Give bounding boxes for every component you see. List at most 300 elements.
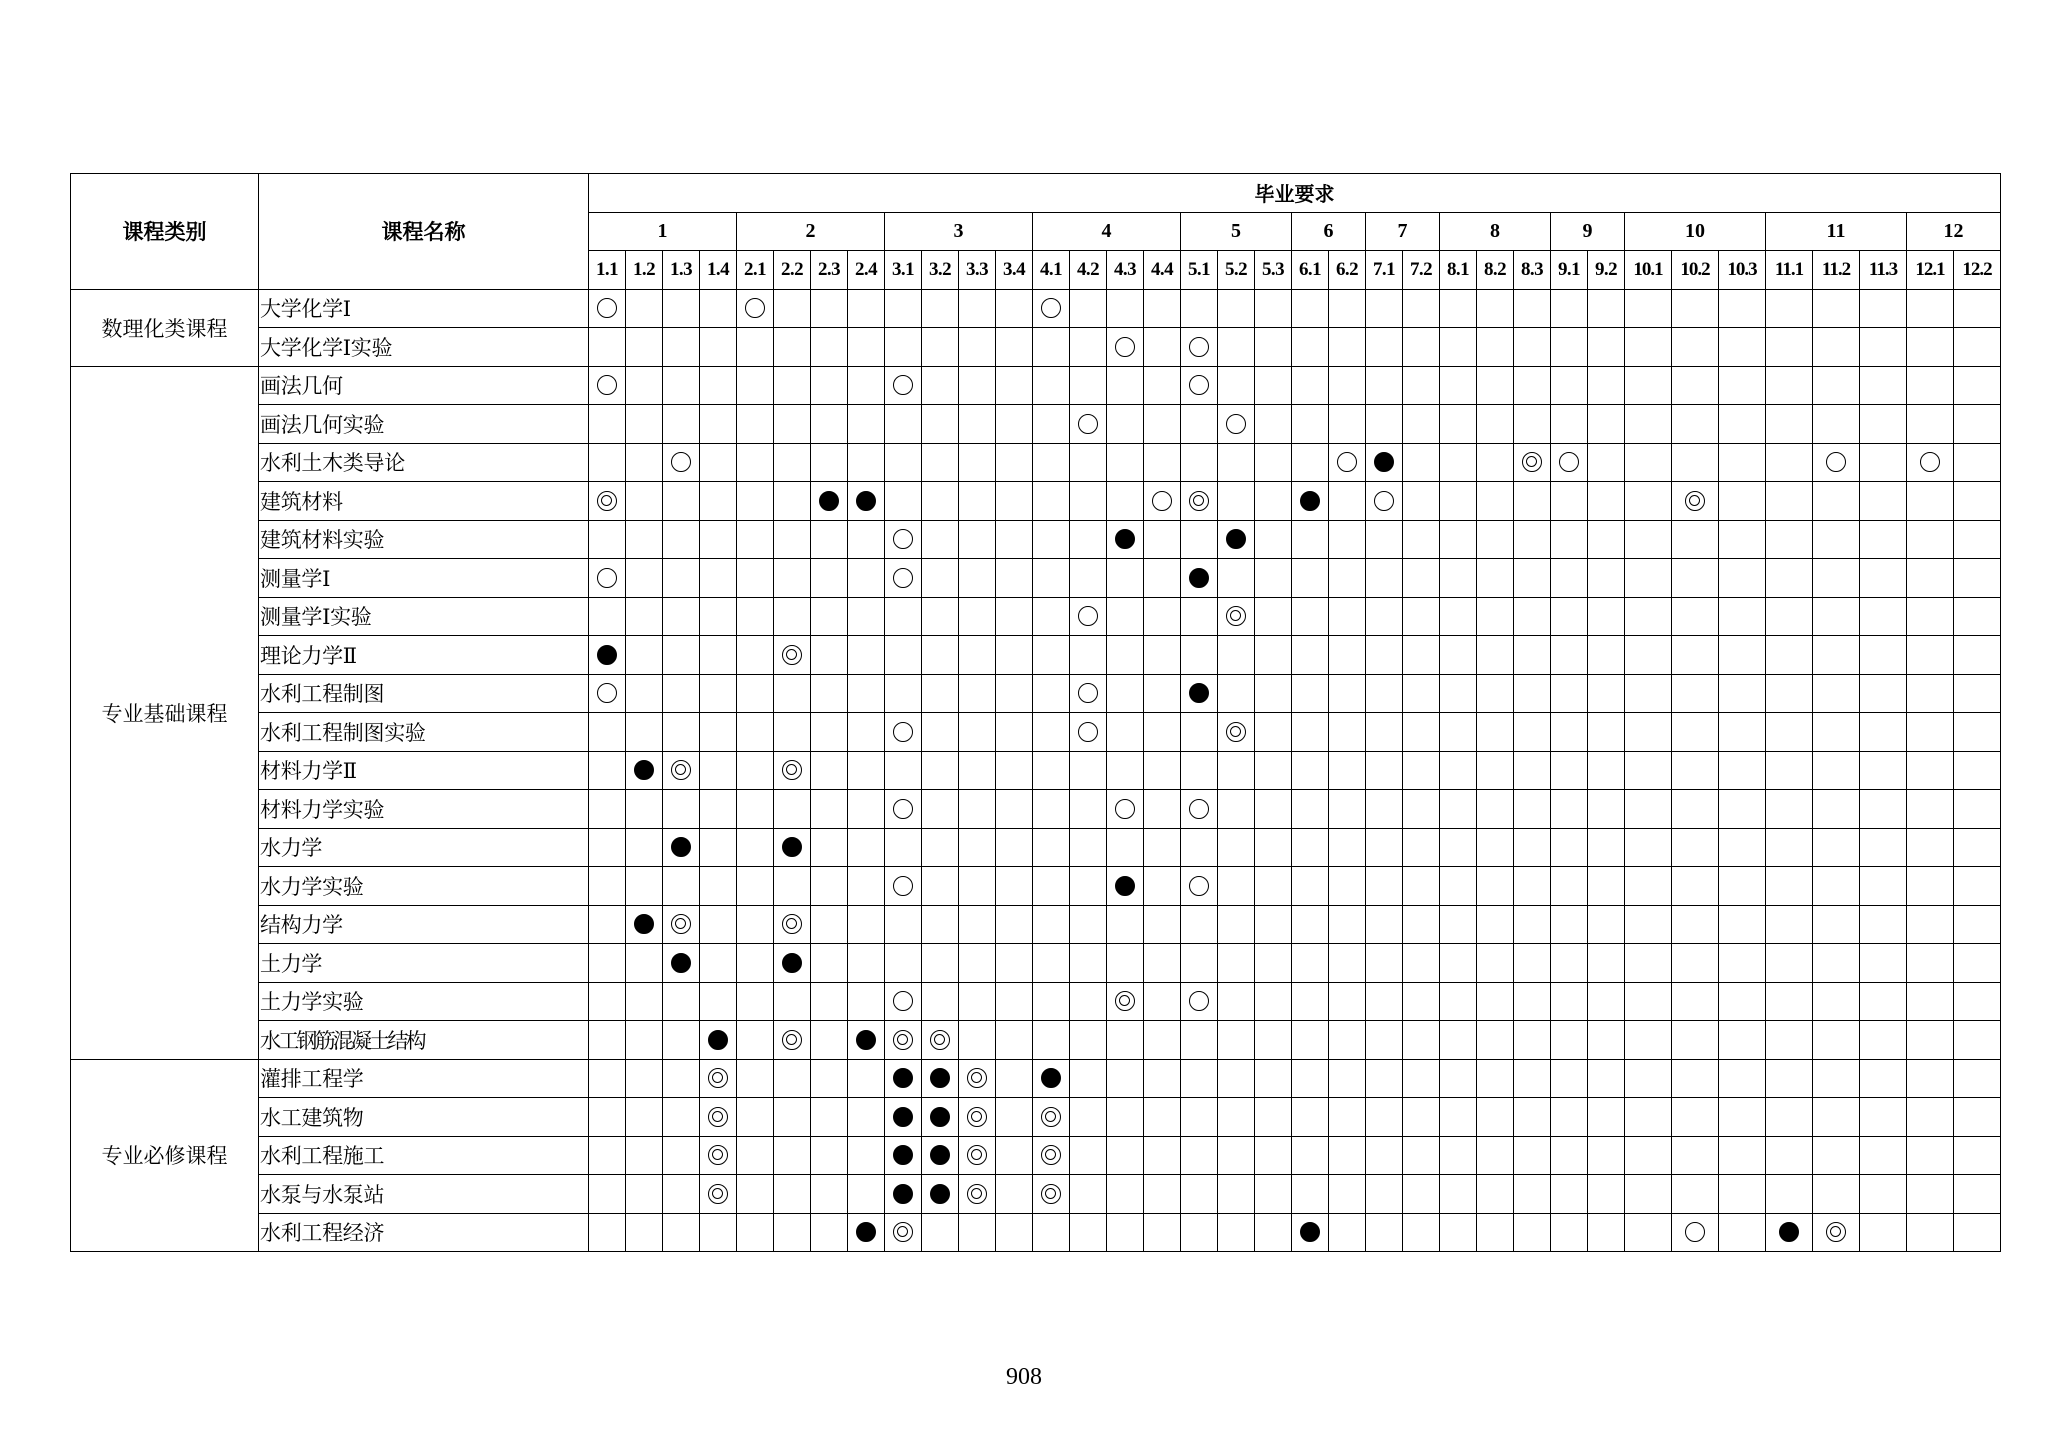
matrix-cell <box>774 982 811 1021</box>
matrix-cell <box>1181 944 1218 983</box>
matrix-cell <box>885 867 922 906</box>
matrix-cell <box>1514 1175 1551 1214</box>
matrix-cell <box>1144 1098 1181 1137</box>
matrix-cell <box>1292 443 1329 482</box>
matrix-cell <box>1813 482 1860 521</box>
matrix-cell <box>737 674 774 713</box>
filled-circle-icon <box>893 1184 913 1204</box>
course-category: 数理化类课程 <box>71 289 259 366</box>
matrix-cell <box>1144 1059 1181 1098</box>
matrix-cell <box>1403 1136 1440 1175</box>
matrix-cell <box>1551 289 1588 328</box>
matrix-cell <box>922 405 959 444</box>
matrix-cell <box>663 867 700 906</box>
matrix-cell <box>848 1098 885 1137</box>
matrix-cell <box>737 482 774 521</box>
matrix-cell <box>959 1213 996 1252</box>
matrix-cell <box>1514 674 1551 713</box>
matrix-cell <box>1813 944 1860 983</box>
matrix-cell <box>1766 982 1813 1021</box>
matrix-cell <box>1107 366 1144 405</box>
matrix-cell <box>1477 597 1514 636</box>
matrix-cell <box>1954 751 2001 790</box>
matrix-cell <box>1719 828 1766 867</box>
matrix-cell <box>1907 944 1954 983</box>
matrix-cell <box>1144 905 1181 944</box>
matrix-cell <box>1813 559 1860 598</box>
matrix-cell <box>848 713 885 752</box>
matrix-cell <box>1954 944 2001 983</box>
matrix-cell <box>1292 1213 1329 1252</box>
matrix-cell <box>1813 1059 1860 1098</box>
table-row <box>71 751 2001 790</box>
matrix-cell <box>1440 905 1477 944</box>
table-row <box>71 328 2001 367</box>
table-row <box>71 482 2001 521</box>
matrix-cell <box>1766 1059 1813 1098</box>
open-circle-icon <box>893 799 913 819</box>
matrix-cell <box>700 482 737 521</box>
indicator-1-2: 1.2 <box>626 251 663 290</box>
matrix-cell <box>737 905 774 944</box>
matrix-cell <box>959 1175 996 1214</box>
matrix-cell <box>1218 905 1255 944</box>
matrix-cell <box>1329 713 1366 752</box>
matrix-cell <box>663 1021 700 1060</box>
filled-circle-icon <box>597 645 617 665</box>
matrix-cell <box>811 482 848 521</box>
matrix-cell <box>885 790 922 829</box>
matrix-cell <box>1477 713 1514 752</box>
matrix-cell <box>1440 1059 1477 1098</box>
matrix-cell <box>1218 1059 1255 1098</box>
matrix-cell <box>1107 790 1144 829</box>
matrix-cell <box>1625 328 1672 367</box>
matrix-cell <box>1255 713 1292 752</box>
course-name: 灌排工程学 <box>259 1059 589 1098</box>
matrix-cell <box>1813 636 1860 675</box>
matrix-cell <box>1033 1136 1070 1175</box>
matrix-cell <box>663 1136 700 1175</box>
matrix-cell <box>589 1175 626 1214</box>
double-circle-icon <box>1522 452 1542 472</box>
matrix-cell <box>996 443 1033 482</box>
matrix-cell <box>1181 751 1218 790</box>
matrix-cell <box>700 905 737 944</box>
matrix-cell <box>1107 405 1144 444</box>
matrix-cell <box>848 982 885 1021</box>
filled-circle-icon <box>634 914 654 934</box>
matrix-cell <box>1477 443 1514 482</box>
matrix-cell <box>922 559 959 598</box>
course-name: 画法几何 <box>259 366 589 405</box>
matrix-cell <box>1292 1175 1329 1214</box>
matrix-cell <box>811 982 848 1021</box>
matrix-cell <box>1292 559 1329 598</box>
matrix-cell <box>700 520 737 559</box>
matrix-cell <box>1719 328 1766 367</box>
matrix-cell <box>1070 559 1107 598</box>
matrix-cell <box>774 328 811 367</box>
matrix-cell <box>1477 790 1514 829</box>
matrix-cell <box>1218 1175 1255 1214</box>
matrix-cell <box>1766 1098 1813 1137</box>
matrix-cell <box>811 828 848 867</box>
matrix-cell <box>774 867 811 906</box>
matrix-cell <box>589 713 626 752</box>
matrix-cell <box>1403 482 1440 521</box>
matrix-cell <box>959 674 996 713</box>
matrix-cell <box>1813 713 1860 752</box>
matrix-cell <box>1033 1098 1070 1137</box>
matrix-cell <box>1181 443 1218 482</box>
matrix-cell <box>589 636 626 675</box>
course-name: 土力学实验 <box>259 982 589 1021</box>
matrix-cell <box>1181 405 1218 444</box>
matrix-cell <box>1107 982 1144 1021</box>
matrix-cell <box>1860 366 1907 405</box>
matrix-cell <box>922 944 959 983</box>
matrix-cell <box>1954 713 2001 752</box>
matrix-cell <box>663 366 700 405</box>
open-circle-icon <box>1115 337 1135 357</box>
matrix-cell <box>1477 366 1514 405</box>
matrix-cell <box>1477 751 1514 790</box>
matrix-cell <box>1907 520 1954 559</box>
double-circle-icon <box>597 491 617 511</box>
matrix-cell <box>1181 790 1218 829</box>
matrix-cell <box>1477 1136 1514 1175</box>
matrix-cell <box>1329 905 1366 944</box>
matrix-cell <box>1218 443 1255 482</box>
indicator-8-3: 8.3 <box>1514 251 1551 290</box>
matrix-cell <box>1366 405 1403 444</box>
matrix-cell <box>1070 674 1107 713</box>
matrix-cell <box>1218 597 1255 636</box>
matrix-cell <box>700 597 737 636</box>
matrix-cell <box>1329 636 1366 675</box>
matrix-cell <box>626 405 663 444</box>
matrix-cell <box>1218 867 1255 906</box>
matrix-cell <box>922 828 959 867</box>
matrix-cell <box>1860 1059 1907 1098</box>
page-number: 908 <box>1006 1364 1042 1390</box>
matrix-cell <box>1477 1175 1514 1214</box>
matrix-cell <box>626 867 663 906</box>
matrix-cell <box>1766 751 1813 790</box>
matrix-cell <box>626 289 663 328</box>
filled-circle-icon <box>708 1030 728 1050</box>
matrix-cell <box>774 905 811 944</box>
matrix-cell <box>774 1098 811 1137</box>
matrix-cell <box>1033 828 1070 867</box>
matrix-cell <box>885 674 922 713</box>
double-circle-icon <box>930 1030 950 1050</box>
matrix-cell <box>737 289 774 328</box>
matrix-cell <box>1329 520 1366 559</box>
matrix-cell <box>1625 867 1672 906</box>
matrix-cell <box>1181 636 1218 675</box>
matrix-cell <box>1588 905 1625 944</box>
matrix-cell <box>1672 905 1719 944</box>
matrix-cell <box>1860 482 1907 521</box>
matrix-cell <box>1954 636 2001 675</box>
matrix-cell <box>1292 1021 1329 1060</box>
matrix-cell <box>811 520 848 559</box>
course-name: 水利工程经济 <box>259 1213 589 1252</box>
matrix-cell <box>996 405 1033 444</box>
matrix-cell <box>811 328 848 367</box>
matrix-cell <box>1440 674 1477 713</box>
filled-circle-icon <box>634 760 654 780</box>
indicator-5-3: 5.3 <box>1255 251 1292 290</box>
matrix-cell <box>1477 405 1514 444</box>
matrix-cell <box>1719 597 1766 636</box>
filled-circle-icon <box>930 1184 950 1204</box>
matrix-cell <box>1403 674 1440 713</box>
matrix-cell <box>1672 405 1719 444</box>
matrix-cell <box>1403 905 1440 944</box>
filled-circle-icon <box>1041 1068 1061 1088</box>
matrix-cell <box>1551 366 1588 405</box>
matrix-cell <box>885 1136 922 1175</box>
matrix-cell <box>1625 713 1672 752</box>
matrix-cell <box>811 1175 848 1214</box>
matrix-cell <box>1070 482 1107 521</box>
matrix-cell <box>1292 405 1329 444</box>
matrix-cell <box>1672 982 1719 1021</box>
matrix-cell <box>1588 289 1625 328</box>
matrix-cell <box>1440 405 1477 444</box>
matrix-cell <box>663 1175 700 1214</box>
course-name: 水工建筑物 <box>259 1098 589 1137</box>
matrix-cell <box>737 944 774 983</box>
matrix-cell <box>774 674 811 713</box>
indicator-2-4: 2.4 <box>848 251 885 290</box>
matrix-cell <box>1766 1213 1813 1252</box>
matrix-cell <box>848 674 885 713</box>
matrix-cell <box>1813 366 1860 405</box>
requirement-group-9: 9 <box>1551 212 1625 251</box>
matrix-cell <box>626 790 663 829</box>
matrix-cell <box>1070 790 1107 829</box>
matrix-cell <box>1766 405 1813 444</box>
matrix-cell <box>1403 636 1440 675</box>
matrix-cell <box>1033 366 1070 405</box>
matrix-cell <box>1070 1059 1107 1098</box>
matrix-cell <box>1329 1021 1366 1060</box>
matrix-cell <box>1625 1021 1672 1060</box>
matrix-cell <box>1551 482 1588 521</box>
matrix-cell <box>959 366 996 405</box>
matrix-cell <box>1292 1059 1329 1098</box>
table-row <box>71 405 2001 444</box>
matrix-cell <box>1440 828 1477 867</box>
matrix-cell <box>589 1098 626 1137</box>
matrix-cell <box>1366 636 1403 675</box>
matrix-cell <box>1070 944 1107 983</box>
matrix-cell <box>1403 366 1440 405</box>
matrix-cell <box>1218 1098 1255 1137</box>
indicator-11-3: 11.3 <box>1860 251 1907 290</box>
matrix-cell <box>1625 289 1672 328</box>
matrix-cell <box>885 559 922 598</box>
matrix-cell <box>1551 982 1588 1021</box>
matrix-cell <box>1070 751 1107 790</box>
matrix-cell <box>1907 289 1954 328</box>
matrix-cell <box>1033 597 1070 636</box>
matrix-cell <box>1033 1175 1070 1214</box>
matrix-cell <box>848 520 885 559</box>
matrix-cell <box>996 1098 1033 1137</box>
matrix-cell <box>1218 674 1255 713</box>
matrix-cell <box>1403 405 1440 444</box>
indicator-7-2: 7.2 <box>1403 251 1440 290</box>
course-name: 水力学 <box>259 828 589 867</box>
matrix-cell <box>1255 328 1292 367</box>
matrix-cell <box>663 828 700 867</box>
matrix-cell <box>922 905 959 944</box>
table-row <box>71 674 2001 713</box>
matrix-cell <box>1070 713 1107 752</box>
matrix-cell <box>1514 482 1551 521</box>
matrix-cell <box>700 1136 737 1175</box>
matrix-cell <box>1551 790 1588 829</box>
double-circle-icon <box>708 1184 728 1204</box>
double-circle-icon <box>1041 1107 1061 1127</box>
matrix-cell <box>1181 597 1218 636</box>
matrix-cell <box>1144 1175 1181 1214</box>
matrix-cell <box>1255 944 1292 983</box>
matrix-cell <box>885 328 922 367</box>
matrix-cell <box>885 289 922 328</box>
matrix-cell <box>1181 1175 1218 1214</box>
matrix-cell <box>996 482 1033 521</box>
matrix-cell <box>774 1213 811 1252</box>
matrix-cell <box>1070 405 1107 444</box>
matrix-cell <box>959 982 996 1021</box>
matrix-cell <box>811 905 848 944</box>
matrix-cell <box>848 636 885 675</box>
matrix-cell <box>922 328 959 367</box>
matrix-cell <box>1292 1098 1329 1137</box>
matrix-cell <box>922 443 959 482</box>
matrix-cell <box>1625 674 1672 713</box>
indicator-2-3: 2.3 <box>811 251 848 290</box>
matrix-cell <box>848 1021 885 1060</box>
open-circle-icon <box>1041 298 1061 318</box>
matrix-cell <box>1907 982 1954 1021</box>
matrix-cell <box>1218 1136 1255 1175</box>
matrix-cell <box>1719 443 1766 482</box>
matrix-cell <box>811 751 848 790</box>
matrix-cell <box>1907 636 1954 675</box>
indicator-6-1: 6.1 <box>1292 251 1329 290</box>
matrix-cell <box>1514 328 1551 367</box>
indicator-3-2: 3.2 <box>922 251 959 290</box>
matrix-cell <box>959 443 996 482</box>
double-circle-icon <box>967 1107 987 1127</box>
matrix-cell <box>1107 1213 1144 1252</box>
indicator-2-2: 2.2 <box>774 251 811 290</box>
requirement-group-12: 12 <box>1907 212 2001 251</box>
matrix-cell <box>1218 828 1255 867</box>
matrix-cell <box>1719 559 1766 598</box>
matrix-cell <box>1181 828 1218 867</box>
matrix-cell <box>1625 597 1672 636</box>
matrix-cell <box>1440 751 1477 790</box>
matrix-cell <box>1514 405 1551 444</box>
matrix-cell <box>1144 944 1181 983</box>
matrix-cell <box>774 597 811 636</box>
table-row <box>71 1021 2001 1060</box>
matrix-cell <box>1329 405 1366 444</box>
filled-circle-icon <box>856 491 876 511</box>
matrix-cell <box>774 559 811 598</box>
matrix-cell <box>1954 674 2001 713</box>
matrix-cell <box>1766 944 1813 983</box>
matrix-cell <box>1907 905 1954 944</box>
matrix-cell <box>959 828 996 867</box>
matrix-cell <box>1107 905 1144 944</box>
matrix-cell <box>626 1098 663 1137</box>
double-circle-icon <box>967 1145 987 1165</box>
requirement-group-10: 10 <box>1625 212 1766 251</box>
matrix-cell <box>1907 597 1954 636</box>
matrix-cell <box>1329 1098 1366 1137</box>
matrix-cell <box>885 366 922 405</box>
matrix-cell <box>996 520 1033 559</box>
matrix-cell <box>737 443 774 482</box>
matrix-cell <box>1403 790 1440 829</box>
matrix-cell <box>1588 1136 1625 1175</box>
matrix-cell <box>1588 366 1625 405</box>
matrix-cell <box>1719 982 1766 1021</box>
matrix-cell <box>1719 289 1766 328</box>
matrix-cell <box>1813 1098 1860 1137</box>
matrix-cell <box>1907 790 1954 829</box>
matrix-cell <box>1860 520 1907 559</box>
matrix-cell <box>1366 790 1403 829</box>
matrix-cell <box>1672 674 1719 713</box>
double-circle-icon <box>708 1107 728 1127</box>
matrix-cell <box>1551 520 1588 559</box>
matrix-cell <box>626 482 663 521</box>
matrix-cell <box>1672 636 1719 675</box>
matrix-cell <box>1514 443 1551 482</box>
matrix-cell <box>922 289 959 328</box>
matrix-cell <box>848 1059 885 1098</box>
matrix-cell <box>1366 1021 1403 1060</box>
matrix-cell <box>1813 828 1860 867</box>
matrix-cell <box>1070 1021 1107 1060</box>
matrix-cell <box>1181 1021 1218 1060</box>
matrix-cell <box>996 790 1033 829</box>
matrix-cell <box>626 443 663 482</box>
matrix-cell <box>1329 751 1366 790</box>
matrix-cell <box>1033 405 1070 444</box>
matrix-cell <box>737 828 774 867</box>
matrix-cell <box>1860 405 1907 444</box>
matrix-cell <box>1588 828 1625 867</box>
course-name: 土力学 <box>259 944 589 983</box>
matrix-cell <box>1672 366 1719 405</box>
matrix-cell <box>811 366 848 405</box>
matrix-cell <box>1144 636 1181 675</box>
double-circle-icon <box>671 914 691 934</box>
matrix-cell <box>626 559 663 598</box>
indicator-9-2: 9.2 <box>1588 251 1625 290</box>
